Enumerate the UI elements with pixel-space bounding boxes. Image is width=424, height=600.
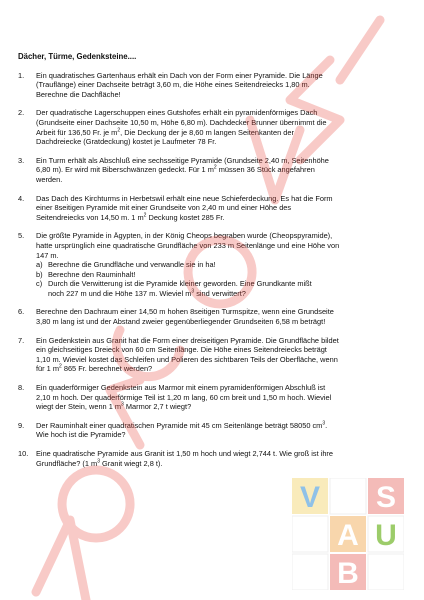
task-item [18,421,408,440]
vsa-logo [292,478,404,590]
logo-letter-b: B [337,557,359,590]
task-line: Der quadratische Lagerschuppen eines Gutshofes erhält ein pyramidenförmiges Dach [36,108,318,118]
subtask-letter: a) [36,260,43,270]
task-number: 2. [18,108,25,118]
task-item [18,449,408,468]
task-text [36,156,408,185]
task-line: 3,80 m lang ist und der Abstand zweier gegenüberliegender Grundseiten 6,58 m beträgt! [36,317,326,327]
task-line: Das Dach des Kirchturms in Herbetswil erhält eine neue Schieferdeckung. Es hat die Form [36,193,333,203]
task-text [36,307,408,326]
task-number: 3. [18,155,25,165]
task-number: 6. [18,307,25,317]
task-number: 9. [18,420,25,430]
task-number: 10. [18,449,29,458]
task-text [36,421,408,440]
task-item [18,383,408,412]
task-item [18,307,408,326]
task-text [36,449,408,468]
subtask-line: noch 227 m und die Höhe 137 m. Wieviel $m^3$ sind verwittert? [48,288,246,298]
task-text [36,336,408,374]
task-line: Die größte Pyramide in Ägypten, in der König Cheops begraben wurde (Cheopspyramide), [36,231,333,241]
worksheet [18,52,408,477]
subtask-line: c) Durch die Verwitterung ist die Pyramide kleiner geworden. Eine Grundkante mißt [36,279,312,289]
task-item [18,108,408,146]
task-line: werden. [36,174,63,184]
task-item [18,336,408,374]
subtask-line: b) Berechne den Rauminhalt! [36,269,136,279]
task-line: Dachdreiecke (Gratdeckung) kostet je Laufmeter 78 Fr. [36,137,217,147]
task-line: Ein quadratisches Gartenhaus erhält ein Dach von der Form einer Pyramide. Die Länge [36,70,323,80]
task-line: (Grundseite einer Dachseite 10,50 m, Höhe 6,80 m). Dachdecker Brunner übernimmt die [36,117,327,127]
logo-letter-s: S [375,481,397,514]
task-line: Arbeit für 136,50 Fr. je $m^2$, Die Deckung der je 8,60 m langen Seitenkanten der [36,127,294,137]
task-number: 1. [18,70,25,80]
subtask-letter: b) [36,269,43,279]
task-item [18,194,408,223]
logo-letter-a: A [337,519,359,552]
task-item [18,156,408,185]
task-line: Berechne die Dachfläche! [36,89,121,99]
task-line: einer 8seitigen Pyramide mit einer Grundseite von 2,40 m und einer Höhe des [36,203,292,213]
logo-letter-u: U [375,519,397,552]
task-text [36,71,408,100]
task-text [36,194,408,223]
task-number: 7. [18,335,25,345]
task-number: 4. [18,193,25,203]
task-line: Ein quaderförmiger Gedenkstein aus Marmor mit einem pyramidenförmigen Abschluß ist [36,383,326,393]
task-line: Grundfläche? (1 $m^3$ Granit wiegt 2,8 t). [36,458,163,468]
task-item [18,71,408,100]
task-line: Berechne den Dachraum einer 14,50 m hohen 8seitigen Turmspitze, wenn eine Grundseite [36,307,334,317]
task-line: 2,10 m hoch. Der quaderförmige Teil ist 1,20 m lang, 60 cm breit und 1,50 m hoch. Wieviel [36,392,332,402]
task-line: ein gleichseitiges Dreieck von 60 cm Seitenlänge. Die Höhe eines Seitendreiecks beträgt [36,345,327,355]
task-text [36,383,408,412]
subtask-letter: c) [36,279,43,289]
task-item [18,231,408,298]
subtask-line: a) Berechne die Grundfläche und verwandle sie in ha! [36,260,216,270]
task-line: 147 m. [36,250,59,260]
task-line: Wie hoch ist die Pyramide? [36,430,126,440]
task-line: wiegt der Stein, wenn 1 $m^3$ Marmor 2,7 t wiegt? [36,401,192,412]
logo-letter-v: V [299,481,321,514]
task-line: für 1 $m^2$ 865 Fr. berechnet werden? [36,363,153,374]
task-line: Ein Turm erhält als Abschluß eine sechsseitige Pyramide (Grundseite 2,40 m, Seitenhöhe [36,155,329,165]
task-line: Ein Gedenkstein aus Granit hat die Form einer dreiseitigen Pyramide. Die Grundfläche bildet [36,335,339,345]
task-list [18,71,408,469]
task-number: 5. [18,231,25,241]
task-line: Der Rauminhalt einer quadratischen Pyramide mit 45 cm Seitenlänge beträgt 58050 $cm^3$. [36,420,328,430]
task-line: (Trauflänge) einer Dachseite beträgt 3,60 m, die Höhe eines Seitendreiecks 1,80 m. [36,80,310,90]
task-line: hatte ursprünglich eine quadratische Grundfläche von 233 m Seitenlänge und eine Höhe von [36,240,340,250]
task-line: Eine quadratische Pyramide aus Granit ist 1,50 m hoch und wiegt 2,744 t. Wie groß ist ihre [36,449,334,458]
task-text [36,108,408,146]
worksheet-title: Dächer, Türme, Gedenksteine.... [18,52,137,61]
task-number: 8. [18,383,25,393]
task-line: 1,10 m. Wieviel kostet das Schleifen und Polieren des sichtbaren Teils der Oberfläche, wenn [36,354,338,364]
task-line: Seitendreiecks von 14,50 m. 1 $m^2$ Deckung kostet 285 Fr. [36,212,225,222]
task-text [36,231,408,298]
task-line: 6,80 m). Er wird mit Biberschwänzen gedeckt. Für 1 $m^2$ müssen 36 Stück angefahren [36,164,315,175]
